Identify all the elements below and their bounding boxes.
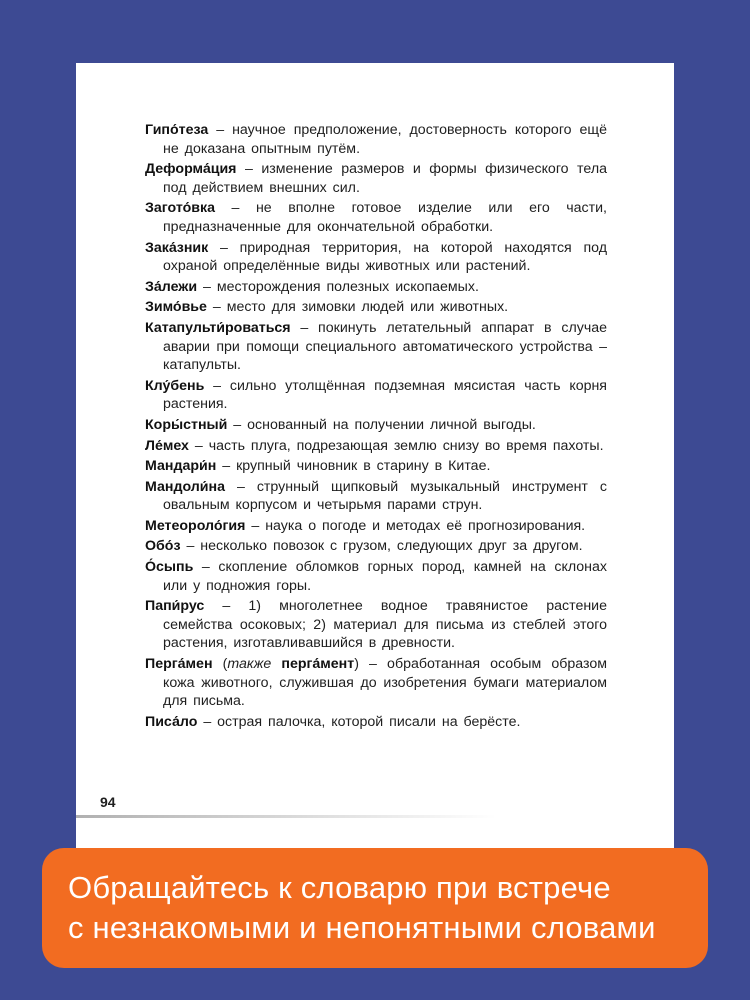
glossary-entry: [145, 199, 607, 236]
glossary-definition: – изменение размеров и формы физического тела под действием внешних сил.: [163, 161, 607, 196]
glossary-definition: – сильно утолщённая подземная мясистая часть корня растения.: [163, 377, 607, 413]
glossary-term: Катапульти́роваться: [145, 319, 291, 336]
glossary-entry: [145, 478, 607, 515]
glossary-definition: – 1) многолетнее водное травянистое растение семейства осоковых; 2) материал для письма из стеблей этого растения, изготавливавшийся в древности.: [163, 598, 607, 652]
book-page: [76, 63, 674, 850]
glossary-term: Клу́бень: [145, 377, 205, 394]
glossary-definition: – место для зимовки людей или животных.: [206, 299, 509, 316]
banner-text-line-1: Обращайтесь к словарю при встрече: [68, 870, 611, 905]
glossary-entry: [145, 416, 607, 435]
glossary-definition: – не вполне готовое изделие или его части, предназначенные для окончательной обработки.: [163, 200, 607, 235]
glossary-entry: [145, 319, 607, 375]
glossary-entry: [145, 517, 607, 536]
glossary-entry: [145, 377, 607, 414]
glossary-term: Папи́рус: [145, 598, 205, 615]
glossary-term: Писа́ло: [145, 713, 198, 730]
glossary-entry: [145, 713, 607, 732]
glossary-definition: – обработанная особым образом кожа животного, служившая до изобретения бумаги материалом для письма.: [163, 656, 607, 710]
banner-text-line-2: с незнакомыми и непонятными словами: [68, 910, 656, 945]
glossary-term: Зака́зник: [145, 239, 209, 256]
glossary-term: Загото́вка: [145, 200, 215, 217]
glossary-definition: – часть плуга, подрезающая землю снизу во время пахоты.: [188, 437, 604, 454]
glossary-term: Коры́стный: [145, 416, 228, 433]
glossary-definition: – научное предположение, достоверность которого ещё не доказана опытным путём.: [163, 122, 607, 157]
glossary-term: Деформа́ция: [145, 161, 237, 178]
glossary-definition: – острая палочка, которой писали на берёсте.: [197, 713, 521, 730]
glossary-entry: [145, 121, 607, 158]
glossary-definition: – покинуть летательный аппарат в случае аварии при помощи специального автоматического устройства – катапульты.: [163, 319, 607, 374]
glossary-entry: [145, 537, 607, 556]
page-footer-rule: [76, 815, 496, 818]
glossary-entry: [145, 597, 607, 653]
glossary-entry: [145, 558, 607, 595]
glossary-term: Метеороло́гия: [145, 517, 246, 534]
glossary-entry: [145, 160, 607, 197]
glossary-term: Зимо́вье: [145, 299, 207, 316]
glossary-entry: [145, 437, 607, 456]
page-number: 94: [100, 794, 116, 810]
glossary-definition: – основанный на получении личной выгоды.: [227, 416, 536, 433]
glossary-definition: – струнный щипковый музыкальный инструмент с овальным корпусом и четырьмя парами струн.: [163, 478, 607, 514]
glossary-definition: – месторождения полезных ископаемых.: [197, 278, 479, 295]
glossary-variant-term: перга́мент: [281, 656, 355, 673]
glossary-term: Мандари́н: [145, 458, 217, 475]
glossary-term: Гипо́теза: [145, 122, 209, 138]
glossary-note-word: также: [227, 656, 272, 673]
glossary-definition: – природная территория, на которой находятся под охраной определённые виды животных или растений.: [163, 239, 607, 275]
glossary-definition: – крупный чиновник в старину в Китае.: [216, 458, 491, 475]
glossary-entry: [145, 239, 607, 276]
glossary-entry: [145, 278, 607, 297]
glossary-entry: [145, 298, 607, 317]
glossary-term: Ле́мех: [145, 437, 189, 454]
glossary-entry: Перга́мен (также перга́мент) – обработанная особым образом кожа животного, служившая до изобретения бумаги материалом для письма.: [145, 656, 607, 710]
glossary-term: Перга́мен: [145, 656, 213, 673]
tip-banner: [42, 848, 708, 968]
glossary-term: Мандоли́на: [145, 478, 225, 495]
glossary-definition: – несколько повозок с грузом, следующих друг за другом.: [180, 538, 583, 555]
glossary-entry: [145, 457, 607, 476]
glossary-entries: [145, 121, 607, 733]
glossary-definition: – наука о погоде и методах её прогнозирования.: [245, 517, 586, 534]
glossary-definition: – скопление обломков горных пород, камней на склонах или у подножия горы.: [163, 559, 607, 594]
glossary-term: За́лежи: [145, 278, 198, 295]
glossary-term: Обо́з: [145, 538, 181, 555]
glossary-term: О́сыпь: [145, 559, 194, 576]
